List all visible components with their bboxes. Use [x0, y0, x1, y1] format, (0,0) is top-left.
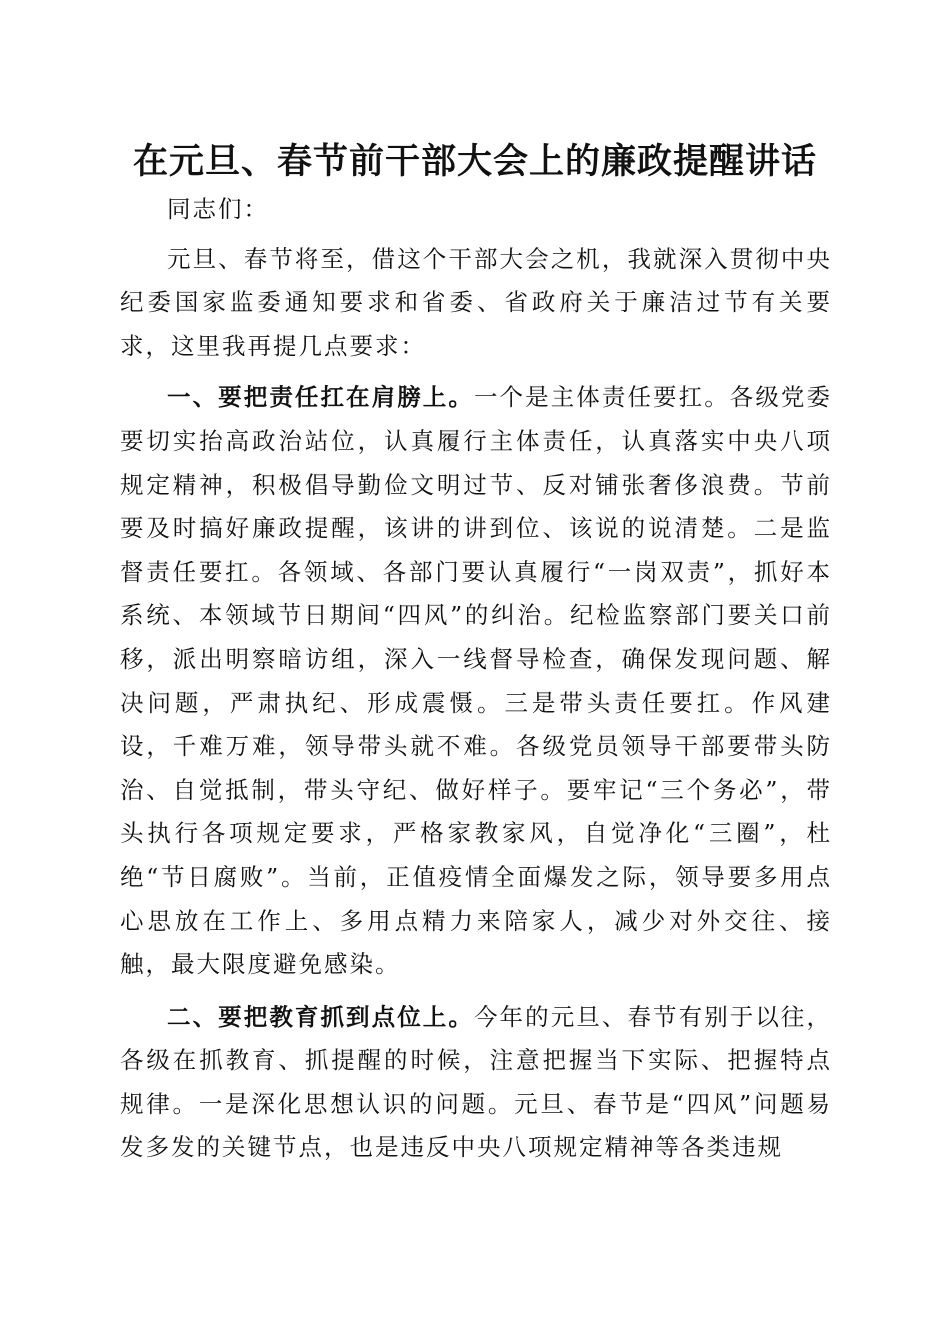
section-paragraph-1 — [120, 376, 832, 986]
intro-paragraph: 元旦、春节将至，借这个干部大会之机，我就深入贯彻中央纪委国家监委通知要求和省委、省政府关于廉洁过节有关要求，这里我再提几点要求： — [120, 244, 832, 360]
document-title: 在元旦、春节前干部大会上的廉政提醒讲话 — [132, 141, 817, 182]
section-text-2: 今年的元旦、春节有别于以往，各级在抓教育、抓提醒的时候，注意把握当下实际、把握特点规律。一是深化思想认识的问题。元旦、春节是“四风”问题易发多发的关键节点，也是违反中央八项规定精神等各类违规 — [120, 1002, 833, 1162]
section-heading-1: 一、要把责任扛在肩膀上。 — [167, 383, 474, 412]
section-paragraph-2 — [120, 996, 832, 1170]
section-heading-2: 二、要把教育抓到点位上。 — [167, 1002, 474, 1031]
salutation: 同志们： — [167, 195, 269, 223]
section-text-1: 一个是主体责任要扛。各级党委要切实抬高政治站位，认真履行主体责任，认真落实中央八项规定精神，积极倡导勤俭文明过节、反对铺张奢侈浪费。节前要及时搞好廉政提醒，该讲的讲到位、该说的说清楚。二是监督责任要扛。各领域、各部门要认真履行“一岗双责”，抓好本系统、本领域节日期间“四风”的纠治。纪检监察部门要关口前移，派出明察暗访组，深入一线督导检查，确保发现问题、解决问题，严肃执纪、形成震慑。三是带头责任要扛。作风建设，千难万难，领导带头就不难。各级党员领导干部要带头防治、自觉抵制，带头守纪、做好样子。要牢记“三个务必”，带头执行各项规定要求，严格家教家风，自觉净化“三圈”，杜绝“节日腐败”。当前，正值疫情全面爆发之际，领导要多用点心思放在工作上、多用点精力来陪家人，减少对外交往、接触，最大限度避免感染。 — [120, 383, 833, 979]
document-body — [120, 188, 832, 1170]
